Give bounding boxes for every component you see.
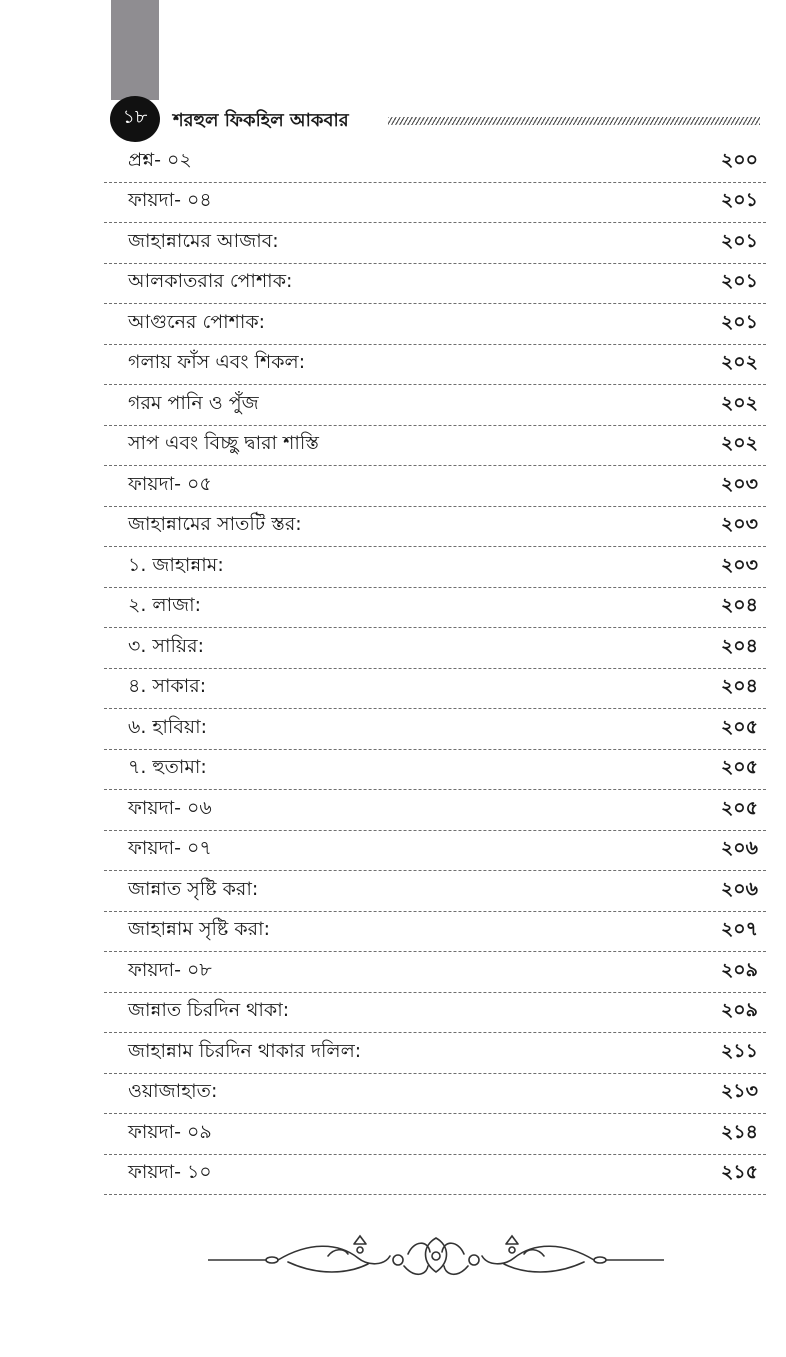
- toc-page: ২০৬: [720, 837, 758, 860]
- toc-title: ফায়দা- ০৬: [128, 796, 212, 819]
- toc-title: আগুনের পোশাক:: [128, 310, 266, 333]
- toc-title: জাহান্নাম সৃষ্টি করা:: [128, 918, 271, 941]
- toc-row[interactable]: [104, 952, 766, 993]
- toc-row[interactable]: [104, 993, 766, 1034]
- toc-title: ফায়দা- ০৪: [128, 189, 212, 212]
- toc-page: ২০৩: [720, 513, 758, 536]
- toc-row[interactable]: [104, 385, 766, 426]
- toc-page: ২০৫: [720, 756, 758, 779]
- toc-row[interactable]: [104, 1155, 766, 1196]
- toc-title: ৭. হুতামা:: [128, 756, 207, 779]
- toc-page: ২০৬: [720, 877, 758, 900]
- toc-title: জাহান্নাম চিরদিন থাকার দলিল:: [128, 1039, 362, 1062]
- toc-title: জাহান্নামের আজাব:: [128, 229, 279, 252]
- toc-page: ২০২: [720, 351, 758, 374]
- toc-title: জান্নাত চিরদিন থাকা:: [128, 999, 290, 1022]
- toc-row[interactable]: [104, 426, 766, 467]
- toc-page: ২০৫: [720, 715, 758, 738]
- toc-row[interactable]: [104, 345, 766, 386]
- toc-title: প্রশ্ন- ০২: [128, 148, 192, 171]
- toc-title: গলায় ফাঁস এবং শিকল:: [128, 351, 306, 374]
- toc-title: ৩. সায়ির:: [128, 634, 204, 657]
- toc-page: ২১১: [720, 1039, 758, 1062]
- toc-title: ৬. হাবিয়া:: [128, 715, 208, 738]
- toc-row[interactable]: [104, 547, 766, 588]
- toc-title: ফায়দা- ০৫: [128, 472, 212, 495]
- table-of-contents: [104, 142, 766, 1195]
- toc-title: সাপ এবং বিচ্ছু দ্বারা শাস্তি: [128, 432, 319, 455]
- toc-page: ২০১: [720, 189, 758, 212]
- toc-page: ২১৪: [720, 1120, 758, 1143]
- toc-row[interactable]: [104, 628, 766, 669]
- toc-page: ২১৩: [720, 1080, 758, 1103]
- toc-page: ২০১: [720, 229, 758, 252]
- toc-title: গরম পানি ও পুঁজ: [128, 391, 259, 414]
- running-title: শরহুল ফিকহিল আকবার: [173, 110, 349, 131]
- toc-row[interactable]: [104, 264, 766, 305]
- toc-title: ১. জাহান্নাম:: [128, 553, 224, 576]
- toc-row[interactable]: [104, 1114, 766, 1155]
- toc-page: ২০২: [720, 391, 758, 414]
- toc-page: ২০৯: [720, 999, 758, 1022]
- toc-row[interactable]: [104, 507, 766, 548]
- toc-title: জান্নাত সৃষ্টি করা:: [128, 877, 259, 900]
- toc-title: ৪. সাকার:: [128, 675, 207, 698]
- toc-page: ২০০: [720, 148, 758, 171]
- toc-row[interactable]: [104, 669, 766, 710]
- toc-page: ২০৯: [720, 958, 758, 981]
- toc-page: ২০৪: [720, 594, 758, 617]
- ornament-divider-icon: [208, 1232, 664, 1282]
- toc-row[interactable]: [104, 871, 766, 912]
- toc-title: জাহান্নামের সাতটি স্তর:: [128, 513, 302, 536]
- toc-page: ২০৪: [720, 675, 758, 698]
- toc-row[interactable]: [104, 831, 766, 872]
- header-hatch-rule: [388, 117, 760, 125]
- toc-title: ফায়দা- ১০: [128, 1161, 212, 1184]
- toc-title: ফায়দা- ০৮: [128, 958, 212, 981]
- toc-page: ২০৩: [720, 472, 758, 495]
- toc-row[interactable]: [104, 142, 766, 183]
- toc-row[interactable]: [104, 1033, 766, 1074]
- toc-row[interactable]: [104, 183, 766, 224]
- toc-page: ২০৭: [720, 918, 758, 941]
- toc-page: ২১৫: [720, 1161, 758, 1184]
- toc-row[interactable]: [104, 750, 766, 791]
- toc-title: ২. লাজা:: [128, 594, 202, 617]
- toc-row[interactable]: [104, 790, 766, 831]
- toc-page: ২০৫: [720, 796, 758, 819]
- toc-page: ২০২: [720, 432, 758, 455]
- toc-row[interactable]: [104, 588, 766, 629]
- toc-title: ওয়াজাহাত:: [128, 1080, 218, 1103]
- page-number-badge: ১৮: [110, 96, 160, 142]
- toc-row[interactable]: [104, 912, 766, 953]
- toc-row[interactable]: [104, 466, 766, 507]
- toc-title: ফায়দা- ০৭: [128, 837, 212, 860]
- toc-page: ২০১: [720, 310, 758, 333]
- toc-row[interactable]: [104, 1074, 766, 1115]
- toc-row[interactable]: [104, 304, 766, 345]
- toc-title: ফায়দা- ০৯: [128, 1120, 212, 1143]
- toc-row[interactable]: [104, 223, 766, 264]
- toc-page: ২০১: [720, 270, 758, 293]
- toc-page: ২০৩: [720, 553, 758, 576]
- toc-title: আলকাতরার পোশাক:: [128, 270, 293, 293]
- toc-page: ২০৪: [720, 634, 758, 657]
- toc-row[interactable]: [104, 709, 766, 750]
- header-tab-strip: [111, 0, 159, 100]
